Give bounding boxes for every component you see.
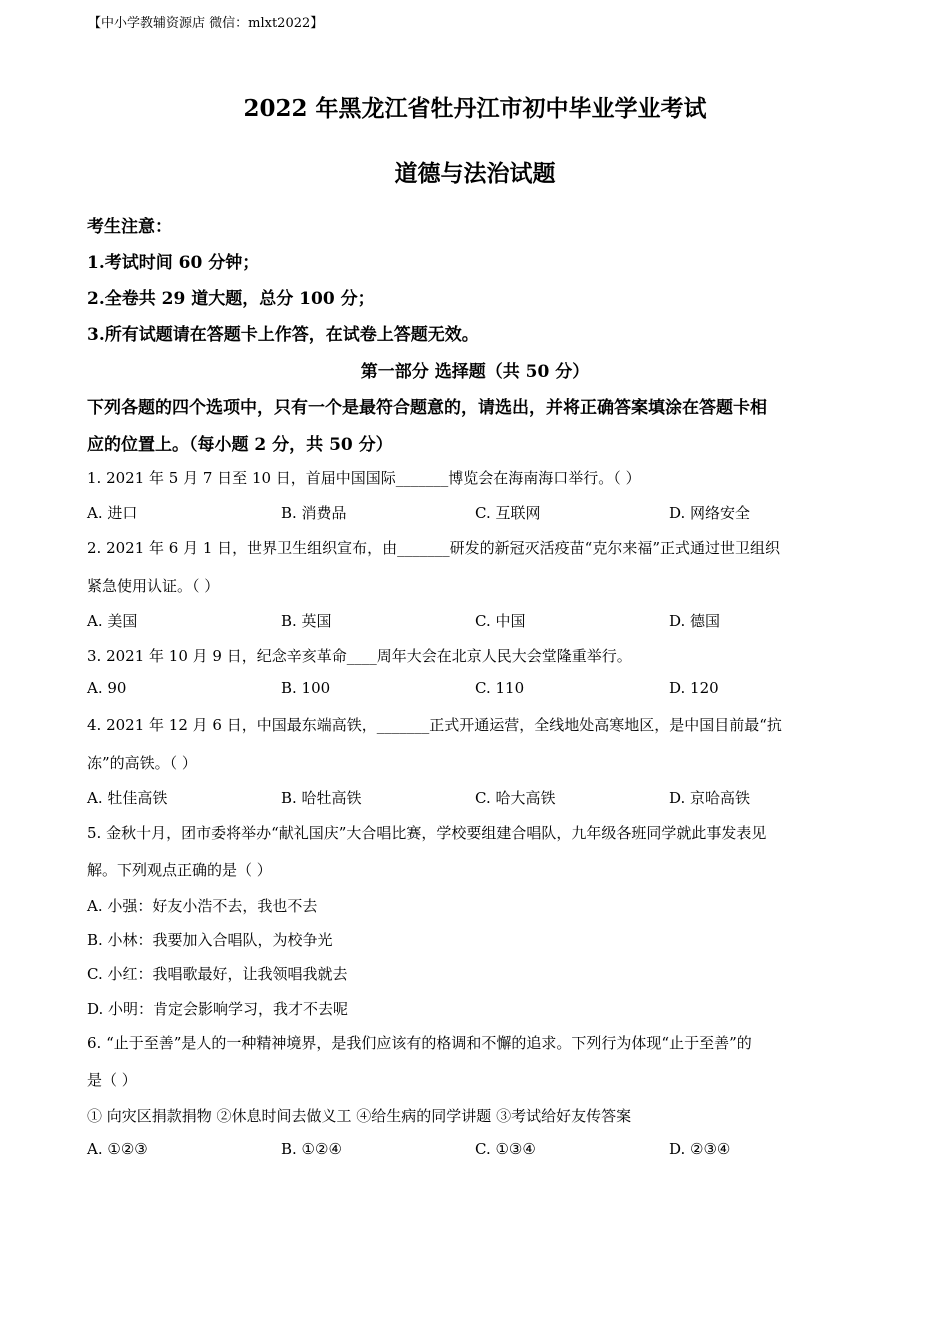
exam-subject: 道德与法治试题 bbox=[394, 160, 556, 187]
question-5-text: 5. 金秋十月，团市委将举办“献礼国庆”大合唱比赛，学校要组建合唱队，九年级各班同学就此事发表见 bbox=[87, 824, 767, 842]
question-6-statements: ① 向灾区捐款捐物 ②休息时间去做义工 ④给生病的同学讲题 ③考试给好友传答案 bbox=[87, 1107, 632, 1125]
option-a: A. 牡佳高铁 bbox=[87, 789, 168, 807]
option-a: A. 小强：好友小浩不去，我也不去 bbox=[87, 897, 318, 915]
question-6-text: 6. “止于至善”是人的一种精神境界，是我们应该有的格调和不懈的追求。下列行为体现“止于至善”的 bbox=[87, 1034, 752, 1052]
question-5-text: 解。下列观点正确的是（ ） bbox=[87, 861, 272, 879]
question-4-text: 4. 2021 年 12 月 6 日，中国最东端高铁，_______正式开通运营，全线地处高寒地区，是中国目前最“抗 bbox=[87, 716, 782, 734]
option-c: C. ①③④ bbox=[475, 1140, 536, 1158]
option-c: C. 中国 bbox=[475, 612, 526, 630]
option-b: B. 100 bbox=[281, 679, 331, 697]
notice-item: 1.考试时间 60 分钟； bbox=[87, 253, 260, 273]
option-d: D. 网络安全 bbox=[669, 504, 751, 522]
instructions-line: 应的位置上。（每小题 2 分，共 50 分） bbox=[87, 435, 393, 455]
option-b: B. ①②④ bbox=[281, 1140, 342, 1158]
option-a: A. 美国 bbox=[87, 612, 138, 630]
section-title: 第一部分 选择题（共 50 分） bbox=[360, 362, 590, 382]
option-a: A. 进口 bbox=[87, 504, 138, 522]
question-2-text: 紧急使用认证。（ ） bbox=[87, 577, 220, 595]
option-c: C. 小红：我唱歌最好，让我领唱我就去 bbox=[87, 965, 348, 983]
option-d: D. 小明：肯定会影响学习，我才不去呢 bbox=[87, 1000, 349, 1018]
option-b: B. 英国 bbox=[281, 612, 332, 630]
notice-item: 3.所有试题请在答题卡上作答，在试卷上答题无效。 bbox=[87, 325, 479, 345]
question-3-text: 3. 2021 年 10 月 9 日，纪念辛亥革命____周年大会在北京人民大会堂隆重举行。 bbox=[87, 647, 632, 665]
option-a: A. ①②③ bbox=[87, 1140, 148, 1158]
notice-item: 2.全卷共 29 道大题，总分 100 分； bbox=[87, 289, 375, 309]
option-d: D. 德国 bbox=[669, 612, 721, 630]
question-6-text: 是（ ） bbox=[87, 1071, 137, 1089]
question-4-text: 冻”的高铁。（ ） bbox=[87, 754, 197, 772]
question-2-text: 2. 2021 年 6 月 1 日，世界卫生组织宣布，由_______研发的新冠灭活疫苗“克尔来福”正式通过世卫组织 bbox=[87, 539, 781, 557]
option-b: B. 小林：我要加入合唱队，为校争光 bbox=[87, 931, 333, 949]
instructions-line: 下列各题的四个选项中，只有一个是最符合题意的，请选出，并将正确答案填涂在答题卡相 bbox=[87, 398, 767, 418]
option-d: D. ②③④ bbox=[669, 1140, 731, 1158]
page-header: 【中小学教辅资源店 微信：mlxt2022】 bbox=[88, 16, 324, 31]
option-d: D. 120 bbox=[669, 679, 719, 697]
option-c: C. 互联网 bbox=[475, 504, 541, 522]
option-b: B. 哈牡高铁 bbox=[281, 789, 362, 807]
question-1-text: 1. 2021 年 5 月 7 日至 10 日，首届中国国际_______博览会在海南海口举行。（ ） bbox=[87, 469, 641, 487]
option-d: D. 京哈高铁 bbox=[669, 789, 751, 807]
option-c: C. 110 bbox=[475, 679, 525, 697]
notice-heading: 考生注意： bbox=[87, 217, 172, 237]
exam-title: 2022 年黑龙江省牡丹江市初中毕业学业考试 bbox=[243, 95, 707, 122]
option-c: C. 哈大高铁 bbox=[475, 789, 556, 807]
option-b: B. 消费品 bbox=[281, 504, 347, 522]
option-a: A. 90 bbox=[87, 679, 127, 697]
